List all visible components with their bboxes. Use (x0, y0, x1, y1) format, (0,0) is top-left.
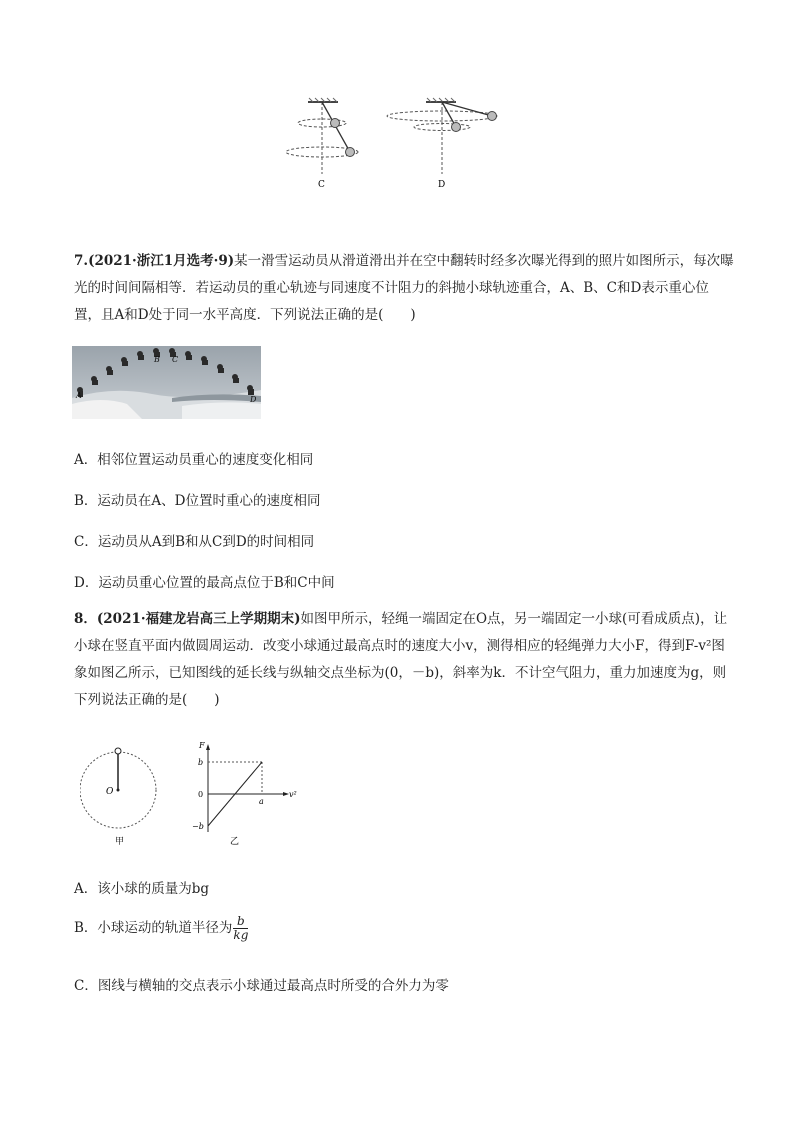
question-7-option-d: D．运动员重心位置的最高点位于B和C中间 (74, 575, 335, 591)
question-8-number: 8． (74, 611, 97, 627)
question-8-option-b (74, 915, 248, 942)
fraction-numerator: b (233, 915, 248, 929)
photo-label-d: D (250, 395, 257, 404)
radius-fraction (233, 915, 248, 942)
label-c: C (318, 180, 325, 190)
question-7-text: 某一滑雪运动员从滑道滑出并在空中翻转时经多次曝光得到的照片如图所示，每次曝光的时间间隔相等．若运动员的重心轨迹与同速度不计阻力的斜抛小球轨迹重合，A、B、C和D表示重心位置，且A和D处于同一水平高度．下列说法正确的是( ) (74, 253, 734, 323)
tick-a: a (259, 797, 264, 806)
label-o: O (106, 787, 114, 797)
question-8-option-a: A．该小球的质量为bg (74, 881, 210, 897)
question-8-option-c: C．图线与横轴的交点表示小球通过最高点时所受的合外力为零 (74, 978, 449, 994)
tick-neg-b: −b (192, 822, 204, 831)
photo-label-a: A (76, 391, 82, 400)
photo-label-b: B (154, 355, 160, 364)
caption-jia: 甲 (115, 837, 125, 847)
question-7-number: 7. (74, 253, 89, 269)
tick-b: b (198, 758, 204, 767)
skier-photo (72, 346, 261, 419)
fraction-denominator: kg (233, 928, 249, 942)
question-8-source: (2021·福建龙岩高三上学期期末) (96, 611, 301, 627)
figure-jia (80, 748, 156, 847)
figure-yi (192, 741, 297, 847)
label-d: D (438, 180, 446, 190)
question-7-option-a: A．相邻位置运动员重心的速度变化相同 (74, 452, 314, 468)
tick-zero: 0 (198, 790, 204, 799)
option-b-prefix: B．小球运动的轨道半径为 (74, 920, 233, 936)
caption-yi: 乙 (230, 837, 240, 847)
conical-pendulum-figure (280, 92, 520, 192)
question-7-source: (2021·浙江1月选考·9) (88, 253, 235, 269)
question-8-stem (74, 606, 734, 714)
axis-v2-label: v² (289, 790, 297, 799)
question-8-figure (80, 740, 310, 850)
pendulum-c (286, 98, 358, 190)
question-7-option-b: B．运动员在A、D位置时重心的速度相同 (74, 493, 321, 509)
question-7-option-c: C．运动员从A到B和从C到D的时间相同 (74, 534, 315, 550)
pendulum-d (387, 98, 497, 190)
photo-label-c: C (172, 355, 179, 364)
axis-f-label: F (199, 741, 205, 750)
question-8-text: 如图甲所示，轻绳一端固定在O点，另一端固定一小球(可看成质点)，让小球在竖直平面内做圆周运动．改变小球通过最高点时的速度大小v，测得相应的轻绳弹力大小F，得到F-v²图象如图乙所示，已知图线的延长线与纵轴交点坐标为(0，－b)，斜率为k．不计空气阻力，重力加速度为g，则下列说法正确的是( ) (74, 611, 728, 708)
question-7-stem (74, 248, 734, 329)
